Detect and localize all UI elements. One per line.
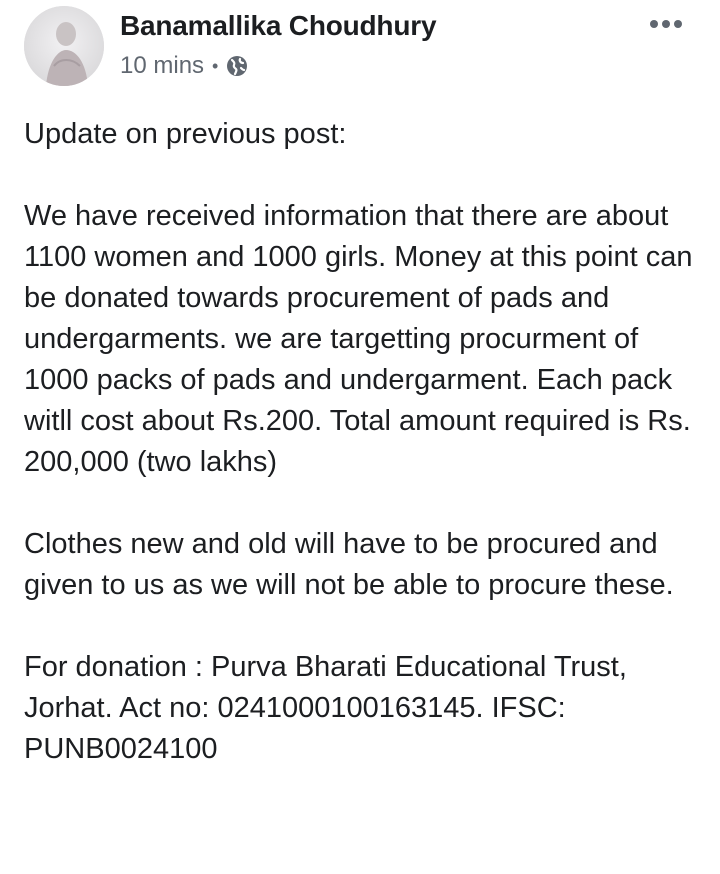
globe-icon[interactable] (226, 55, 248, 77)
post-body (24, 114, 696, 770)
post-paragraph: For donation : Purva Bharati Educational Trust, Jorhat. Act no: 0241000100163145. IFSC: PUNB0024100 (24, 651, 627, 765)
post-paragraph: Clothes new and old will have to be procured and given to us as we will not be able to procure these. (24, 528, 674, 601)
more-horizontal-icon[interactable] (648, 14, 684, 34)
post-paragraph: We have received information that there are about 1100 women and 1000 girls. Money at this point can be donated towards procurement of pads and undergarments. we are targetting procurment of 1000 packs of pads and undergarment. Each pack witll cost about Rs.200. Total amount required is Rs. 200,000 (two lakhs) (24, 200, 693, 478)
avatar-image (24, 6, 104, 86)
post-timestamp[interactable]: 10 mins (120, 52, 205, 79)
post-header (24, 6, 696, 86)
author-name[interactable]: Banamallika Choudhury (120, 10, 437, 41)
author-avatar[interactable] (24, 6, 104, 86)
meta-separator: • (212, 56, 219, 76)
post-paragraph: Update on previous post: (24, 118, 347, 150)
post-meta (120, 50, 248, 82)
